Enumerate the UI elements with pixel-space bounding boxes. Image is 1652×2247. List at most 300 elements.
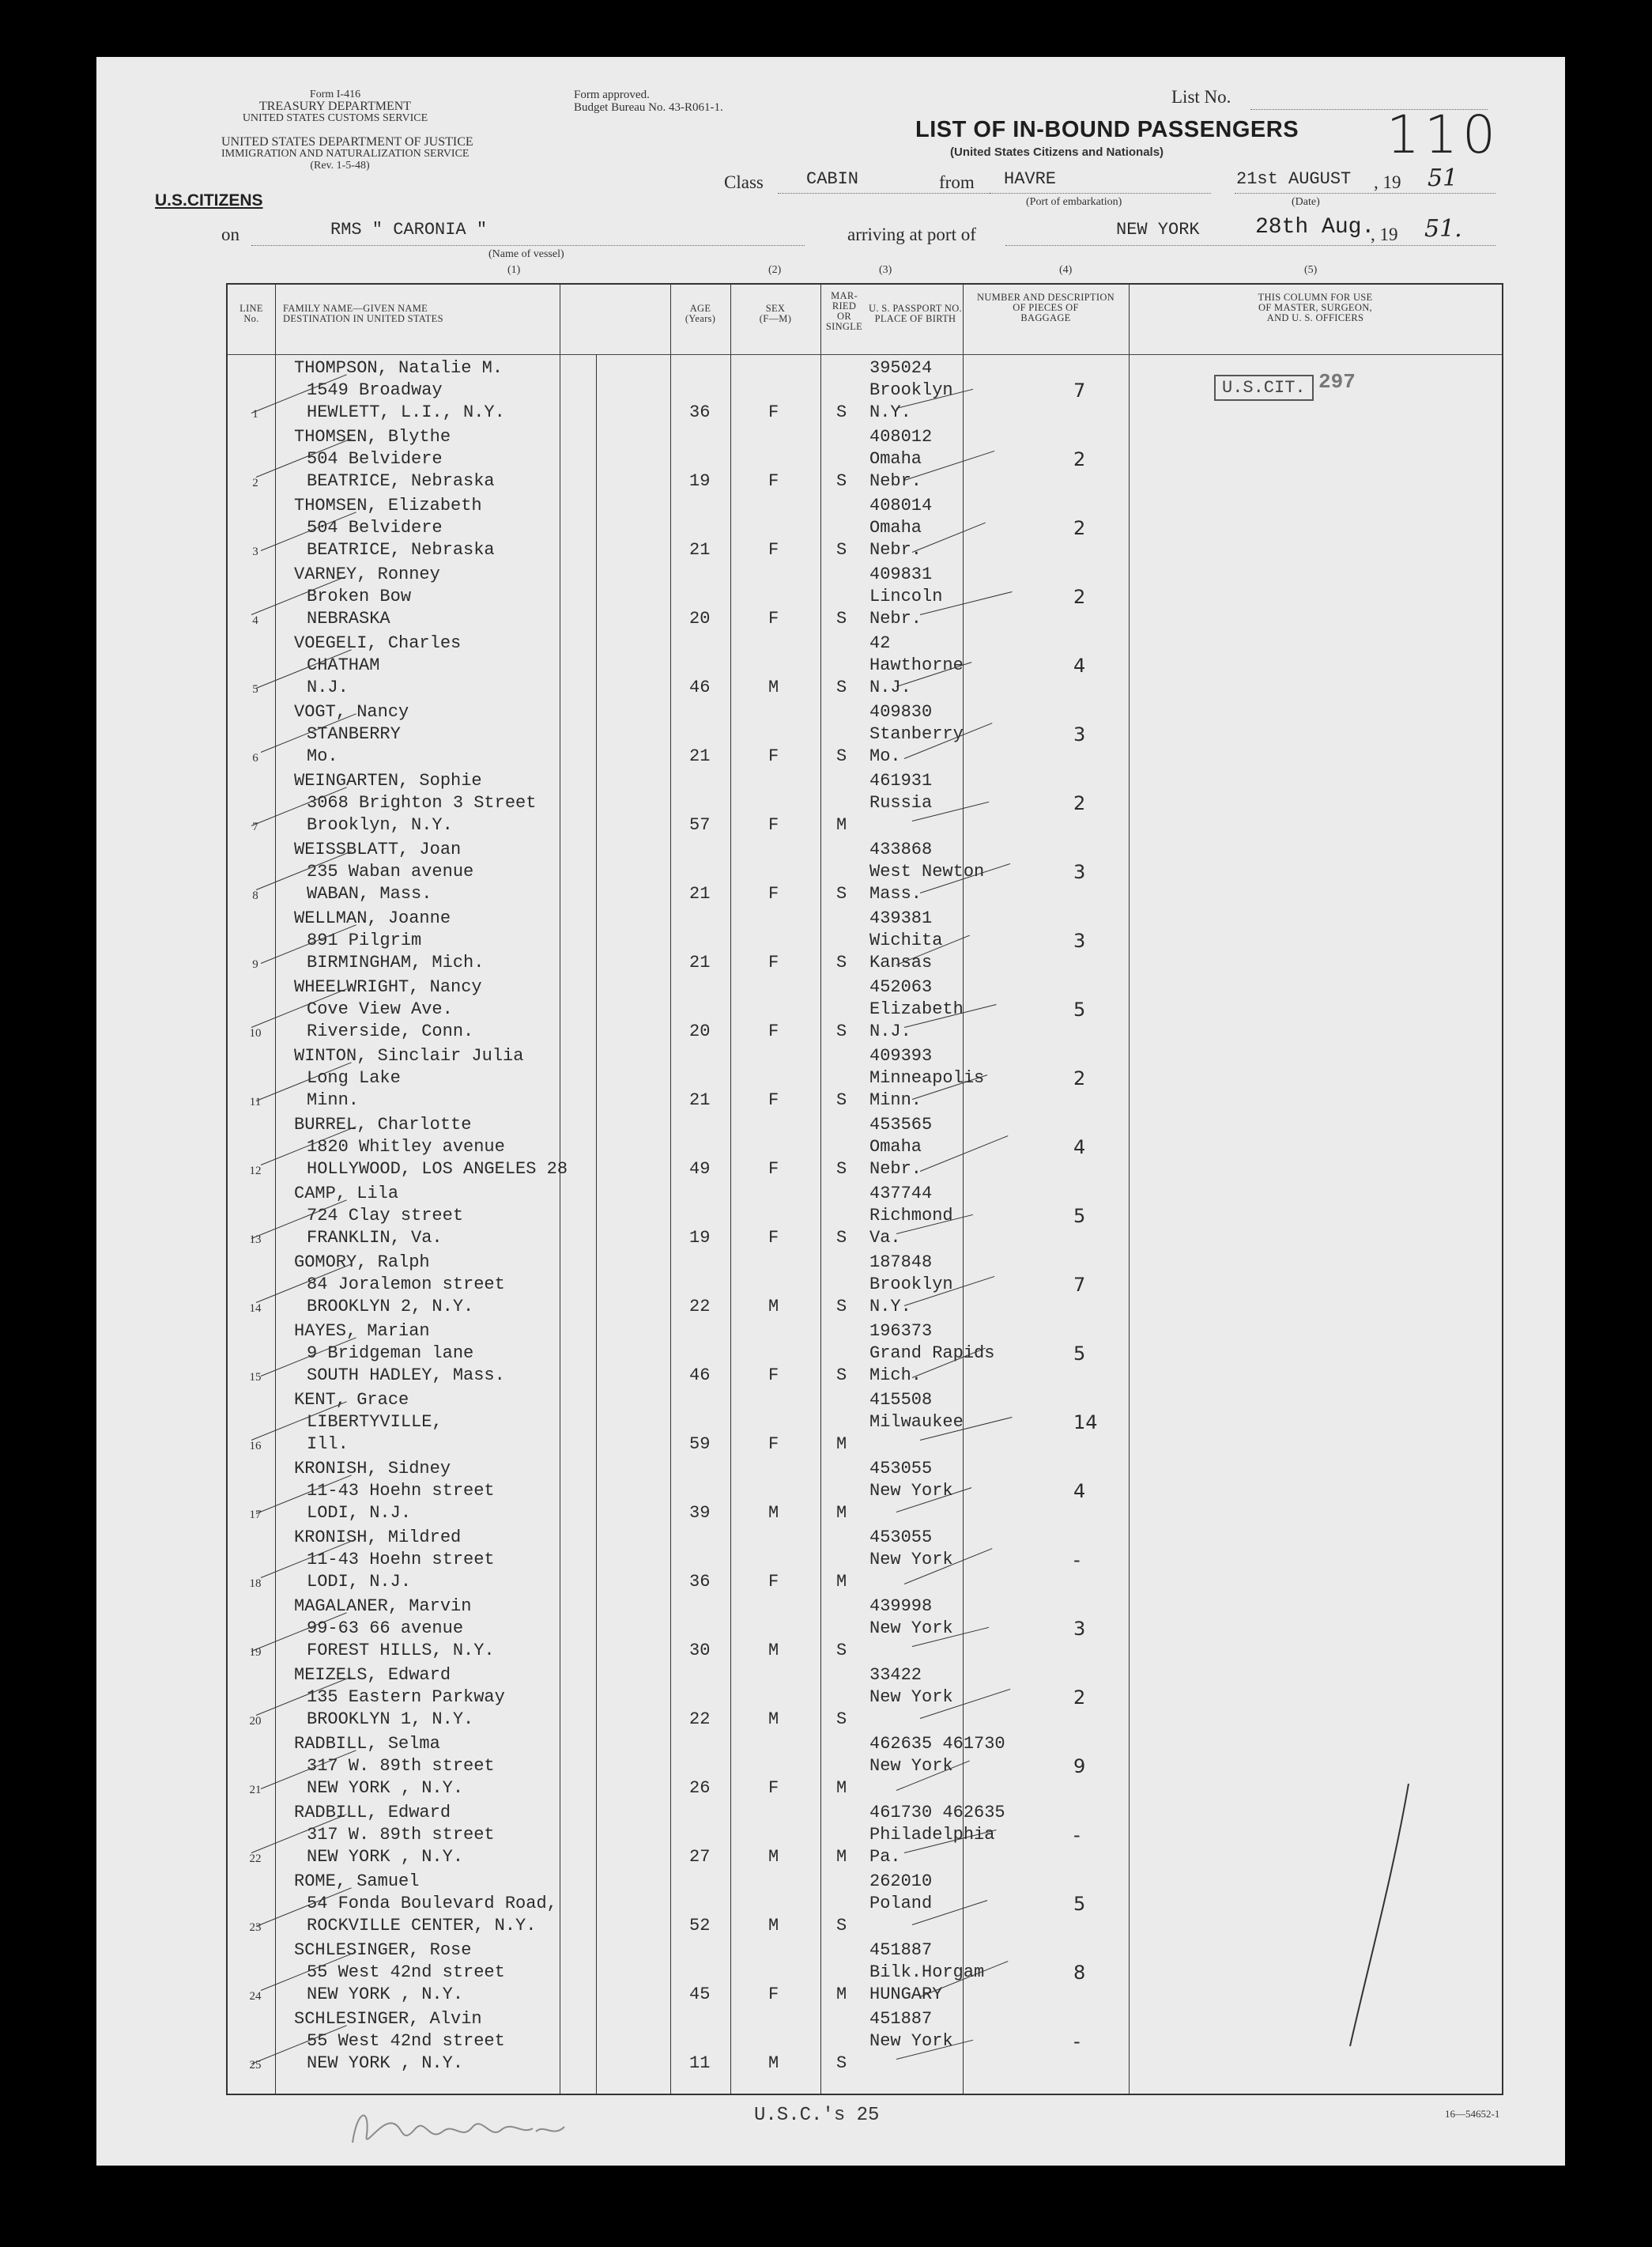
passport-number: 408012 — [869, 427, 933, 447]
passenger-sex: M — [768, 1847, 779, 1867]
passenger-marital: S — [836, 1916, 847, 1935]
passenger-sex: F — [768, 540, 779, 560]
passenger-sex: F — [768, 815, 779, 835]
passenger-address: 135 Eastern Parkway — [307, 1687, 505, 1707]
passenger-city: HEWLETT, L.I., N.Y. — [307, 402, 505, 422]
passenger-address: Broken Bow — [307, 587, 412, 606]
birth-place: New York — [869, 1481, 953, 1501]
passenger-city: Mo. — [307, 746, 338, 766]
passenger-name: MEIZELS, Edward — [294, 1665, 451, 1685]
line-number: 9 — [252, 958, 258, 971]
passport-number: 415508 — [869, 1390, 933, 1410]
passenger-marital: M — [836, 1778, 847, 1798]
passport-number: 409831 — [869, 565, 933, 584]
baggage-count: 2 — [1073, 586, 1086, 608]
baggage-count: 8 — [1073, 1962, 1086, 1984]
header-text: NUMBER AND DESCRIPTION — [977, 292, 1115, 303]
class-underline — [778, 193, 991, 194]
birth-place: Bilk.Horgam — [869, 1962, 985, 1982]
line-number: 1 — [252, 408, 258, 421]
baggage-count: 3 — [1073, 861, 1086, 883]
on-label: on — [221, 225, 240, 244]
birth-region: Minn. — [869, 1090, 922, 1110]
baggage-count: 9 — [1073, 1755, 1086, 1777]
birth-region: N.J. — [869, 1022, 911, 1041]
passenger-marital: S — [836, 1159, 847, 1179]
passenger-sex: F — [768, 471, 779, 491]
birth-place: Richmond — [869, 1206, 953, 1225]
passenger-sex: F — [768, 609, 779, 629]
line-number: 11 — [249, 1096, 262, 1108]
line-number: 15 — [249, 1371, 262, 1384]
passenger-age: 19 — [689, 471, 711, 491]
passenger-age: 26 — [689, 1778, 711, 1798]
birth-place: Omaha — [869, 1137, 922, 1157]
header-text: PLACE OF BIRTH — [874, 313, 956, 324]
passenger-age: 21 — [689, 953, 711, 972]
passenger-marital: S — [836, 678, 847, 697]
treasury-line: TREASURY DEPARTMENT — [258, 100, 412, 113]
passenger-name: VOGT, Nancy — [294, 702, 409, 722]
birth-region: Nebr. — [869, 1159, 922, 1179]
arriving-label: arriving at port of — [847, 225, 976, 244]
passenger-marital: S — [836, 2053, 847, 2073]
passenger-sex: F — [768, 884, 779, 904]
date-year: 51 — [1428, 164, 1458, 192]
line-number: 6 — [252, 752, 258, 765]
passenger-city: BEATRICE, Nebraska — [307, 471, 495, 491]
passenger-sex: F — [768, 1434, 779, 1454]
line-number: 10 — [249, 1027, 262, 1040]
baggage-count: 4 — [1073, 1480, 1086, 1502]
passenger-sex: F — [768, 1090, 779, 1110]
table-row — [228, 701, 1502, 769]
passenger-marital: S — [836, 540, 847, 560]
line-number: 21 — [249, 1784, 262, 1796]
birth-place: Philadelphia — [869, 1825, 995, 1845]
passport-number: 453565 — [869, 1115, 933, 1135]
passenger-age: 52 — [689, 1916, 711, 1935]
passenger-address: 317 W. 89th street — [307, 1825, 495, 1845]
passenger-address: CHATHAM — [307, 655, 380, 675]
passenger-name: WELLMAN, Joanne — [294, 908, 451, 928]
justice-line: UNITED STATES DEPARTMENT OF JUSTICE — [221, 135, 473, 149]
line-number: 14 — [249, 1302, 262, 1315]
passenger-marital: S — [836, 1709, 847, 1729]
passenger-name: SCHLESINGER, Rose — [294, 1940, 472, 1960]
birth-region: N.Y. — [869, 402, 911, 422]
birth-region: HUNGARY — [869, 1985, 943, 2004]
passenger-city: Minn. — [307, 1090, 360, 1110]
birth-region: Mo. — [869, 746, 901, 766]
baggage-count: 2 — [1073, 448, 1086, 470]
header-passport — [868, 304, 963, 324]
passenger-sex: F — [768, 1228, 779, 1248]
passenger-name: VARNEY, Ronney — [294, 565, 440, 584]
passenger-address: LIBERTYVILLE, — [307, 1412, 443, 1432]
passenger-sex: M — [768, 1297, 779, 1316]
line-number: 7 — [252, 821, 258, 833]
birth-place: Omaha — [869, 449, 922, 469]
passenger-age: 21 — [689, 1090, 711, 1110]
passenger-marital: S — [836, 402, 847, 422]
port-underline — [1005, 245, 1495, 246]
passport-number: 196373 — [869, 1321, 933, 1341]
birth-region: Nebr. — [869, 471, 922, 491]
passport-number: 33422 — [869, 1665, 922, 1685]
table-row — [228, 1114, 1502, 1182]
header-text: BAGGAGE — [1020, 312, 1071, 323]
passenger-age: 19 — [689, 1228, 711, 1248]
passenger-address: 84 Joralemon street — [307, 1275, 505, 1294]
passenger-sex: F — [768, 1572, 779, 1592]
passenger-age: 21 — [689, 540, 711, 560]
birth-place: New York — [869, 1550, 953, 1569]
passenger-address: 11-43 Hoehn street — [307, 1481, 495, 1501]
header-text: RIED — [832, 300, 857, 312]
birth-place: New York — [869, 1756, 953, 1776]
passenger-marital: M — [836, 815, 847, 835]
passenger-marital: M — [836, 1985, 847, 2004]
table-row — [228, 1733, 1502, 1801]
approval-block — [574, 89, 723, 114]
baggage-count: 7 — [1073, 380, 1086, 402]
line-number: 23 — [249, 1921, 262, 1934]
passport-number: 461931 — [869, 771, 933, 791]
passenger-name: WHEELWRIGHT, Nancy — [294, 977, 482, 997]
birth-region: Nebr. — [869, 540, 922, 560]
passenger-address: 317 W. 89th street — [307, 1756, 495, 1776]
passenger-table — [226, 283, 1503, 2095]
birth-place: Elizabeth — [869, 999, 964, 1019]
table-row — [228, 839, 1502, 907]
baggage-count: 2 — [1073, 1067, 1086, 1090]
header-text: SINGLE — [825, 321, 863, 332]
page-title: LIST OF IN-BOUND PASSENGERS — [915, 117, 1299, 142]
column-number-3: (3) — [879, 264, 892, 276]
birth-region: Mass. — [869, 884, 922, 904]
passenger-name: WEISSBLATT, Joan — [294, 840, 462, 859]
passport-number: 437744 — [869, 1184, 933, 1203]
passport-number: 462635 461730 — [869, 1734, 1005, 1754]
section-label: U.S.CITIZENS — [155, 191, 263, 210]
usc-count: U.S.C.'s 25 — [754, 2105, 880, 2126]
line-number: 5 — [252, 683, 258, 696]
passenger-name: THOMSEN, Blythe — [294, 427, 451, 447]
birth-place: New York — [869, 1687, 953, 1707]
header-text: OR — [837, 311, 851, 322]
passenger-marital: S — [836, 1365, 847, 1385]
passenger-city: ROCKVILLE CENTER, N.Y. — [307, 1916, 537, 1935]
table-row — [228, 2008, 1502, 2076]
passenger-city: FOREST HILLS, N.Y. — [307, 1641, 495, 1660]
baggage-count: 5 — [1073, 999, 1086, 1021]
table-row — [228, 1802, 1502, 1870]
list-no-label: List No. — [1171, 87, 1231, 107]
baggage-count: 3 — [1073, 1618, 1086, 1640]
passenger-address: 504 Belvidere — [307, 449, 443, 469]
passenger-address: 724 Clay street — [307, 1206, 464, 1225]
passenger-sex: F — [768, 402, 779, 422]
passport-number: 461730 462635 — [869, 1803, 1005, 1822]
passenger-sex: F — [768, 1365, 779, 1385]
line-number: 19 — [249, 1646, 262, 1659]
arrival-year: 51. — [1424, 215, 1462, 243]
passenger-age: 49 — [689, 1159, 711, 1179]
line-number: 20 — [249, 1715, 262, 1728]
baggage-count: 3 — [1073, 723, 1086, 746]
table-row — [228, 1252, 1502, 1320]
table-row — [228, 1045, 1502, 1113]
passenger-address: 11-43 Hoehn street — [307, 1550, 495, 1569]
passenger-address: STANBERRY — [307, 724, 401, 744]
passenger-city: BEATRICE, Nebraska — [307, 540, 495, 560]
table-row — [228, 426, 1502, 494]
baggage-count: - — [1073, 2030, 1081, 2053]
birth-region: Nebr. — [869, 609, 922, 629]
passenger-marital: S — [836, 953, 847, 972]
birth-region: N.Y. — [869, 1297, 911, 1316]
table-row — [228, 1664, 1502, 1732]
passport-number: 395024 — [869, 358, 933, 378]
passenger-sex: F — [768, 1159, 779, 1179]
class-label: Class — [724, 172, 764, 192]
header-text: DESTINATION IN UNITED STATES — [283, 313, 443, 324]
line-number: 17 — [249, 1509, 262, 1521]
table-row — [228, 1183, 1502, 1251]
from-value: HAVRE — [1004, 169, 1057, 189]
header-text: THIS COLUMN FOR USE — [1258, 292, 1373, 303]
header-line-no — [228, 304, 275, 324]
header-married — [820, 291, 868, 332]
vessel-value: RMS " CARONIA " — [330, 220, 488, 240]
passenger-name: BURREL, Charlotte — [294, 1115, 472, 1135]
baggage-count: 7 — [1073, 1274, 1086, 1296]
date-caption: (Date) — [1292, 196, 1320, 208]
passenger-sex: F — [768, 1778, 779, 1798]
check-mark — [920, 1135, 1009, 1172]
baggage-count: 5 — [1073, 1893, 1086, 1915]
header-rule — [228, 354, 1502, 355]
passenger-address: 235 Waban avenue — [307, 862, 474, 882]
passenger-sex: M — [768, 1503, 779, 1523]
passenger-name: KRONISH, Sidney — [294, 1459, 451, 1478]
revision-line: (Rev. 1-5-48) — [310, 160, 370, 172]
birth-region: Pa. — [869, 1847, 901, 1867]
officer-pen-stroke — [1345, 1781, 1416, 2049]
line-number: 12 — [249, 1165, 262, 1177]
table-row — [228, 976, 1502, 1044]
arrival-year-prefix: , 19 — [1371, 225, 1398, 244]
passport-number: 187848 — [869, 1252, 933, 1272]
passenger-city: BROOKLYN 1, N.Y. — [307, 1709, 474, 1729]
passenger-name: WINTON, Sinclair Julia — [294, 1046, 524, 1066]
passenger-age: 30 — [689, 1641, 711, 1660]
ins-line: IMMIGRATION AND NATURALIZATION SERVICE — [221, 148, 470, 160]
vessel-caption: (Name of vessel) — [488, 248, 564, 260]
birth-place: Poland — [869, 1894, 933, 1913]
passenger-city: WABAN, Mass. — [307, 884, 432, 904]
passenger-age: 27 — [689, 1847, 711, 1867]
passenger-city: HOLLYWOOD, LOS ANGELES 28 — [307, 1159, 568, 1179]
table-row — [228, 1939, 1502, 2007]
birth-place: Milwaukee — [869, 1412, 964, 1432]
header-text: U. S. PASSPORT NO. — [869, 303, 962, 314]
form-block — [209, 89, 462, 124]
passenger-marital: S — [836, 746, 847, 766]
passenger-age: 36 — [689, 1572, 711, 1592]
header-text: LINE — [240, 303, 263, 314]
passport-number: 409830 — [869, 702, 933, 722]
passenger-age: 20 — [689, 609, 711, 629]
birth-place: Grand Rapids — [869, 1343, 995, 1363]
passenger-name: RADBILL, Selma — [294, 1734, 440, 1754]
passenger-marital: S — [836, 1022, 847, 1041]
passenger-address: 1820 Whitley avenue — [307, 1137, 505, 1157]
passenger-address: Long Lake — [307, 1068, 401, 1088]
date-underline — [1235, 193, 1495, 194]
passport-number: 452063 — [869, 977, 933, 997]
table-row — [228, 1458, 1502, 1526]
passport-number: 451887 — [869, 1940, 933, 1960]
table-row — [228, 770, 1502, 838]
passenger-age: 59 — [689, 1434, 711, 1454]
passenger-address: 891 Pilgrim — [307, 931, 422, 950]
passport-number: 409393 — [869, 1046, 933, 1066]
passenger-sex: F — [768, 1022, 779, 1041]
passenger-name: ROME, Samuel — [294, 1871, 420, 1891]
birth-place: Brooklyn — [869, 380, 953, 400]
form-number: Form I-416 — [309, 89, 361, 100]
passenger-city: NEW YORK , N.Y. — [307, 1985, 464, 2004]
passenger-marital: S — [836, 884, 847, 904]
passenger-age: 21 — [689, 746, 711, 766]
check-mark — [912, 523, 986, 553]
passenger-age: 57 — [689, 815, 711, 835]
passenger-sex: M — [768, 1916, 779, 1935]
header-text: OF PIECES OF — [1013, 302, 1079, 313]
header-text: SEX — [765, 303, 786, 314]
passenger-address: 3068 Brighton 3 Street — [307, 793, 537, 813]
passenger-marital: S — [836, 1228, 847, 1248]
passenger-marital: M — [836, 1434, 847, 1454]
baggage-count: 3 — [1073, 930, 1086, 952]
passenger-city: NEW YORK , N.Y. — [307, 2053, 464, 2073]
header-age — [670, 304, 730, 324]
passenger-address: 55 West 42nd street — [307, 1962, 505, 1982]
passenger-name: GOMORY, Ralph — [294, 1252, 430, 1272]
budget-line: Budget Bureau No. 43-R061-1. — [574, 101, 723, 114]
line-number: 2 — [252, 477, 258, 489]
passenger-city: N.J. — [307, 678, 349, 697]
table-row — [228, 1527, 1502, 1595]
header-baggage — [963, 293, 1129, 323]
line-number: 25 — [249, 2059, 262, 2071]
passenger-sex: M — [768, 678, 779, 697]
header-text: No. — [243, 313, 259, 324]
passenger-city: Riverside, Conn. — [307, 1022, 474, 1041]
passenger-name: KENT, Grace — [294, 1390, 409, 1410]
birth-place: Brooklyn — [869, 1275, 953, 1294]
birth-place: New York — [869, 1618, 953, 1638]
manifest-page — [96, 57, 1565, 2166]
passenger-address: 99-63 66 avenue — [307, 1618, 464, 1638]
form-code: 16—54652-1 — [1445, 2108, 1500, 2120]
baggage-count: 5 — [1073, 1343, 1086, 1365]
baggage-count: 2 — [1073, 792, 1086, 814]
passenger-sex: F — [768, 953, 779, 972]
passenger-address: Cove View Ave. — [307, 999, 453, 1019]
birth-place: Wichita — [869, 931, 943, 950]
stamp-number: 297 — [1318, 370, 1356, 394]
passenger-marital: M — [836, 1847, 847, 1867]
header-officers — [1129, 293, 1502, 323]
baggage-count: 4 — [1073, 1136, 1086, 1158]
baggage-count: 14 — [1073, 1411, 1098, 1433]
passenger-age: 22 — [689, 1709, 711, 1729]
baggage-count: 4 — [1073, 655, 1086, 677]
header-text: MAR- — [831, 290, 858, 301]
line-number: 22 — [249, 1852, 262, 1865]
line-number: 16 — [249, 1440, 262, 1452]
passenger-city: BIRMINGHAM, Mich. — [307, 953, 485, 972]
header-name — [283, 304, 552, 324]
table-row — [228, 495, 1502, 563]
table-row — [228, 1320, 1502, 1388]
passenger-marital: S — [836, 471, 847, 491]
passenger-city: BROOKLYN 2, N.Y. — [307, 1297, 474, 1316]
arrival-date: 28th Aug. — [1255, 215, 1375, 240]
from-label: from — [939, 172, 975, 192]
table-row — [228, 564, 1502, 632]
passport-number: 439998 — [869, 1596, 933, 1616]
passenger-city: LODI, N.J. — [307, 1572, 412, 1592]
justice-block — [221, 135, 473, 172]
passenger-address: 9 Bridgeman lane — [307, 1343, 474, 1363]
header-text: AGE — [689, 303, 711, 314]
passenger-sex: F — [768, 1985, 779, 2004]
passenger-age: 20 — [689, 1022, 711, 1041]
birth-region: Mich. — [869, 1365, 922, 1385]
passenger-age: 46 — [689, 678, 711, 697]
passenger-age: 45 — [689, 1985, 711, 2004]
line-number: 24 — [249, 1990, 262, 2003]
passport-number: 42 — [869, 633, 891, 653]
baggage-count: 2 — [1073, 517, 1086, 539]
passport-number: 453055 — [869, 1459, 933, 1478]
passenger-age: 36 — [689, 402, 711, 422]
page-subtitle: (United States Citizens and Nationals) — [950, 145, 1164, 159]
passenger-name: RADBILL, Edward — [294, 1803, 451, 1822]
table-row — [228, 633, 1502, 701]
passenger-name: SCHLESINGER, Alvin — [294, 2009, 482, 2029]
passenger-marital: S — [836, 609, 847, 629]
customs-line: UNITED STATES CUSTOMS SERVICE — [242, 112, 428, 124]
passenger-address: 1549 Broadway — [307, 380, 443, 400]
table-row — [228, 1596, 1502, 1664]
vessel-underline — [251, 245, 805, 246]
line-number: 4 — [252, 614, 258, 627]
date-year-prefix: , 19 — [1374, 172, 1401, 192]
baggage-count: - — [1073, 1824, 1081, 1846]
column-number-4: (4) — [1059, 264, 1073, 276]
table-row — [228, 908, 1502, 976]
header-text: AND U. S. OFFICERS — [1266, 312, 1364, 323]
table-row — [228, 1389, 1502, 1457]
table-row — [228, 1871, 1502, 1939]
baggage-count: - — [1073, 1549, 1081, 1571]
passenger-name: KRONISH, Mildred — [294, 1528, 462, 1547]
